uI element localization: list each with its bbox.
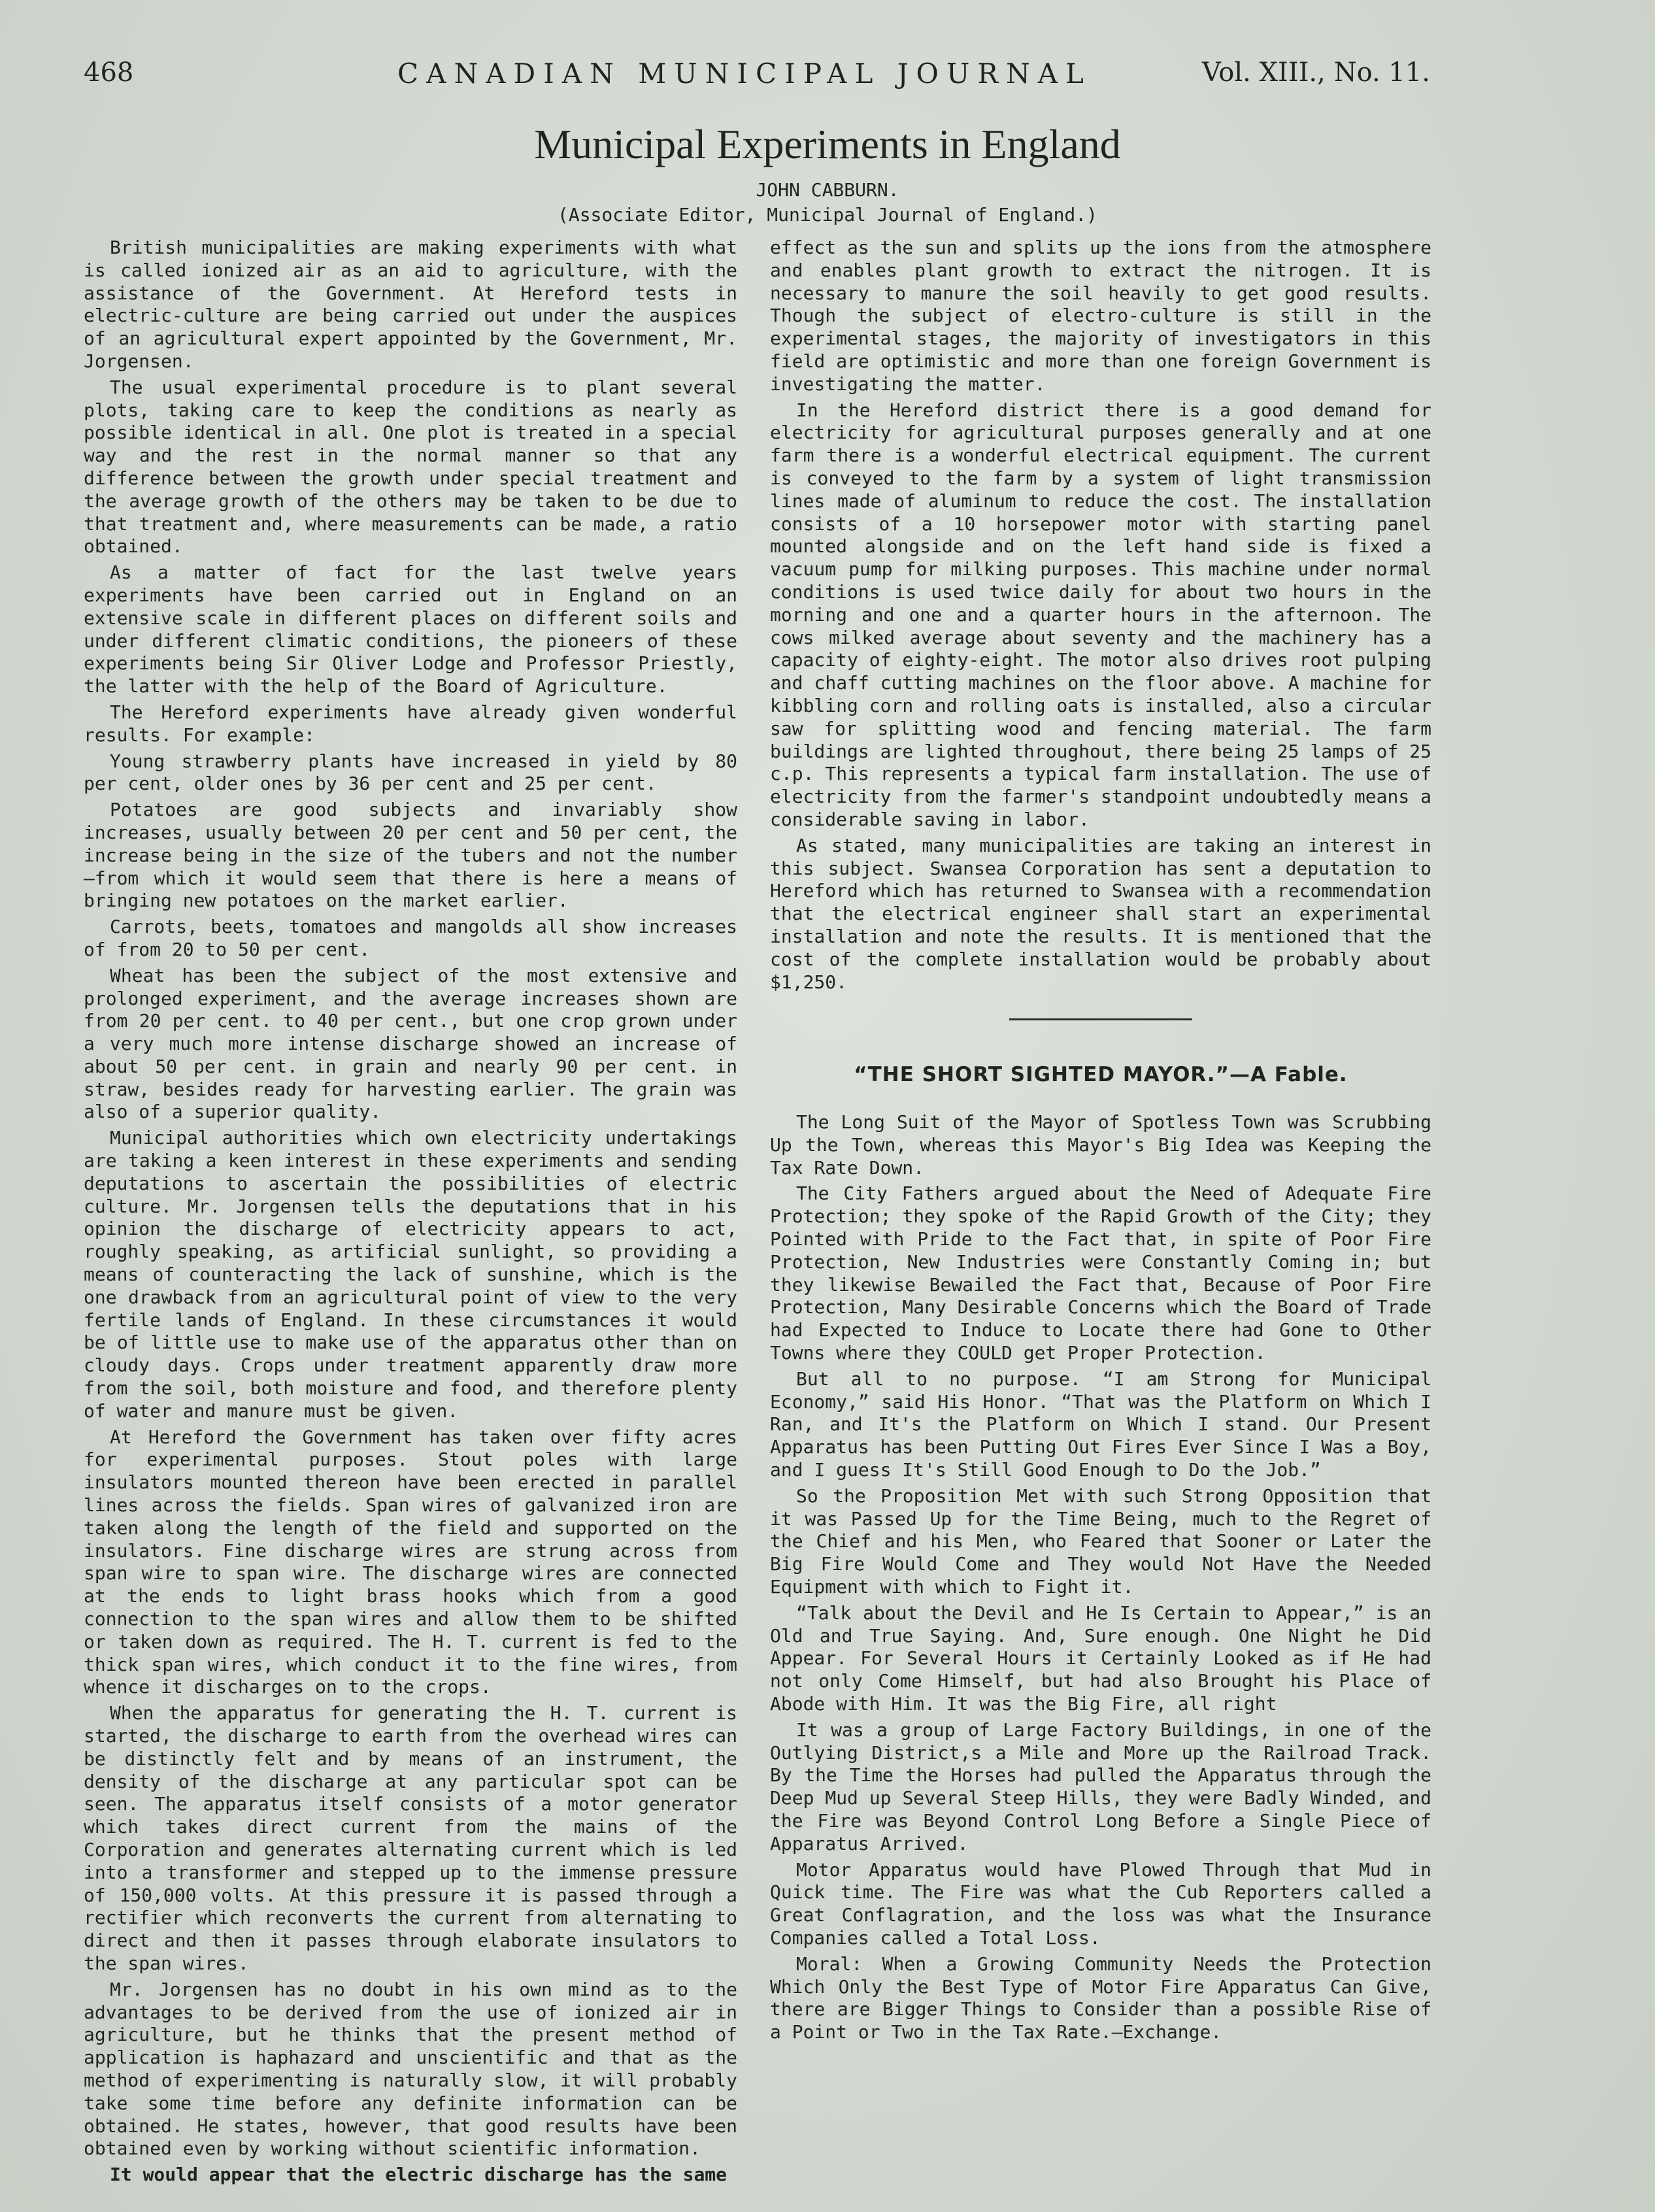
author-affiliation: (Associate Editor, Municipal Journal of England.) — [557, 204, 1097, 226]
paragraph: “Talk about the Devil and He Is Certain to Appear,” is an Old and True Saying. And, Sure enough. One Night he Did Appear. For Several Hours it Certainly Looked as if He had not only Come Himself, but had also Brought his Place of Abode with Him. It was the Big Fire, all right — [770, 1601, 1431, 1715]
article-title: Municipal Experiments in England — [534, 121, 1121, 167]
paragraph: Motor Apparatus would have Plowed Through that Mud in Quick time. The Fire was what the Cub Reporters called a Great Conflagration, and the loss was what the Insurance Companies called a Total Loss. — [770, 1858, 1431, 1949]
byline — [0, 178, 1655, 227]
paragraph: As a matter of fact for the last twelve years experiments have been carried out in England on an extensive scale in different places on different soils and under different climatic conditions, the pioneers of these experiments being Sir Oliver Lodge and Professor Priestly, the latter with the help of the Board of Agriculture. — [84, 561, 737, 697]
left-column — [84, 237, 737, 2190]
paragraph: So the Proposition Met with such Strong Opposition that it was Passed Up for the Time Being, much to the Regret of the Chief and his Men, who Feared that Sooner or Later the Big Fire Would Come and They would Not Have the Needed Equipment with which to Fight it. — [770, 1484, 1431, 1598]
paragraph: The Hereford experiments have already given wonderful results. For example: — [84, 701, 737, 746]
paragraph: Young strawberry plants have increased in yield by 80 per cent, older ones by 36 per cent and 25 per cent. — [84, 750, 737, 795]
paragraph: As stated, many municipalities are taking an interest in this subject. Swansea Corporation has sent a deputation to Hereford which has returned to Swansea with a recommendation that the electrical engineer shall start an experimental installation and note the results. It is mentioned that the cost of the complete installation would be probably about $1,250. — [770, 834, 1431, 993]
paragraph: Moral: When a Growing Community Needs the Protection Which Only the Best Type of Motor Fire Apparatus Can Give, there are Bigger Things to Consider than a possible Rise of a Point or Two in the Tax Rate.—Exchange. — [770, 1952, 1431, 2043]
paragraph: Municipal authorities which own electricity undertakings are taking a keen interest in these experiments and sending deputations to ascertain the possibilities of electric culture. Mr. Jorgensen tells the deputations that in his opinion the discharge of electricity appears to act, roughly speaking, as artificial sunlight, so providing a means of counteracting the lack of sunshine, which is the one drawback from an agricultural point of view to the very fertile lands of England. In these circumstances it would be of little use to make use of the apparatus other than on cloudy days. Crops under treatment apparently draw more from the soil, both moisture and food, and therefore plenty of water and manure must be given. — [84, 1127, 737, 1422]
section-divider — [1009, 1018, 1192, 1020]
author-name: JOHN CABBURN. — [756, 179, 899, 201]
paragraph: Potatoes are good subjects and invariably show increases, usually between 20 per cent and 50 per cent, the increase being in the size of the tubers and not the number—from which it would seem that there is here a means of bringing new potatoes on the market earlier. — [84, 799, 737, 912]
volume-number: Vol. XIII., No. 11. — [1202, 58, 1430, 88]
page-number: 468 — [84, 58, 134, 88]
paragraph: It was a group of Large Factory Buildings, in one of the Outlying District,s a Mile and More up the Railroad Track. By the Time the Horses had pulled the Apparatus through the Deep Mud up Several Steep Hills, they were Badly Winded, and the Fire was Beyond Control Long Before a Single Piece of Apparatus Arrived. — [770, 1718, 1431, 1854]
continued-line: It would appear that the electric discharge has the same — [110, 2164, 727, 2186]
paragraph: The usual experimental procedure is to plant several plots, taking care to keep the conditions as nearly as possible identical in all. One plot is treated in a special way and the rest in the normal manner so that any difference between the growth under special treatment and the average growth of the others may be taken to be due to that treatment and, where measurements can be made, a ratio obtained. — [84, 376, 737, 558]
paragraph: But all to no purpose. “I am Strong for Municipal Economy,” said His Honor. “That was the Platform on Which I Ran, and It's the Platform on Which I stand. Our Present Apparatus has been Putting Out Fires Ever Since I Was a Boy, and I guess It's Still Good Enough to Do the Job.” — [770, 1367, 1431, 1481]
paragraph: The Long Suit of the Mayor of Spotless Town was Scrubbing Up the Town, whereas this Mayor's Big Idea was Keeping the Tax Rate Down. — [770, 1111, 1431, 1179]
paragraph: British municipalities are making experiments with what is called ionized air as an aid to agriculture, with the assistance of the Government. At Hereford tests in electric-culture are being carried out under the auspices of an agricultural expert appointed by the Government, Mr. Jorgensen. — [84, 237, 737, 372]
journal-name: CANADIAN MUNICIPAL JOURNAL — [397, 58, 1092, 90]
paragraph: At Hereford the Government has taken over fifty acres for experimental purposes. Stout poles with large insulators mounted thereon have been erected in parallel lines across the fields. Span wires of galvanized iron are taken along the length of the field and supported on the insulators. Fine discharge wires are strung across from span wire to span wire. The discharge wires are connected at the ends to light brass hooks which from a good connection to the span wires and allow them to be shifted or taken down as required. The H. T. current is fed to the thick span wires, which conduct it to the fine wires, from whence it discharges on to the crops. — [84, 1426, 737, 1698]
paragraph: Wheat has been the subject of the most extensive and prolonged experiment, and the average increases shown are from 20 per cent. to 40 per cent., but one crop grown under a very much more intense discharge showed an increase of about 50 per cent. in grain and nearly 90 per cent. in straw, besides ready for harvesting earlier. The grain was also of a superior quality. — [84, 964, 737, 1123]
running-header — [84, 58, 1430, 103]
paragraph: Mr. Jorgensen has no doubt in his own mind as to the advantages to be derived from the use of ionized air in agriculture, but he thinks that the present method of application is haphazard and unscientific and that as the method of experimenting is naturally slow, it will probably take some time before any definite information can be obtained. He states, however, that good results have been obtained even by working without scientific information. — [84, 1978, 737, 2160]
paragraph: The City Fathers argued about the Need of Adequate Fire Protection; they spoke of the Rapid Growth of the City; they Pointed with Pride to the Fact that, in spite of Poor Fire Protection, New Industries were Constantly Coming in; but they likewise Bewailed the Fact that, Because of Poor Fire Protection, Many Desirable Concerns which the Board of Trade had Expected to Induce to Locate there had Gone to Other Towns where they COULD get Proper Protection. — [770, 1182, 1431, 1364]
paragraph: In the Hereford district there is a good demand for electricity for agricultural purposes generally and at one farm there is a wonderful electrical equipment. The current is conveyed to the farm by a system of light transmission lines made of aluminum to reduce the cost. The installation consists of a 10 horsepower motor with starting panel mounted alongside and on the left hand side is fixed a vacuum pump for milking purposes. This machine under normal conditions is used twice daily for about two hours in the morning and one and a quarter hours in the afternoon. The cows milked average about seventy and the machinery has a capacity of eighty-eight. The motor also drives root pulping and chaff cutting machines on the floor above. A machine for kibbling corn and rolling oats is installed, also a circular saw for splitting wood and fencing material. The farm buildings are lighted throughout, there being 25 lamps of 25 c.p. This represents a typical farm installation. The use of electricity from the farmer's standpoint undoubtedly means a considerable saving in labor. — [770, 399, 1431, 830]
right-column — [770, 237, 1431, 2047]
paragraph: When the apparatus for generating the H. T. current is started, the discharge to earth from the overhead wires can be distinctly felt and by means of an instrument, the density of the discharge at any particular spot can be seen. The apparatus itself consists of a motor generator which takes direct current from the mains of the Corporation and generates alternating current which is led into a transformer and stepped up to the immense pressure of 150,000 volts. At this pressure it is passed through a rectifier which reconverts the current from alternating to direct and then it passes through elaborate insulators to the span wires. — [84, 1702, 737, 1974]
fable-title: “THE SHORT SIGHTED MAYOR.”—A Fable. — [854, 1063, 1348, 1087]
paragraph: Carrots, beets, tomatoes and mangolds all show increases of from 20 to 50 per cent. — [84, 916, 737, 960]
paragraph: effect as the sun and splits up the ions from the atmosphere and enables plant growth to extract the nitrogen. It is necessary to manure the soil heavily to get good results. Though the subject of electro-culture is still in the experimental stages, the majority of investigators in this field are optimistic and more than one foreign Government is investigating the matter. — [770, 237, 1431, 395]
